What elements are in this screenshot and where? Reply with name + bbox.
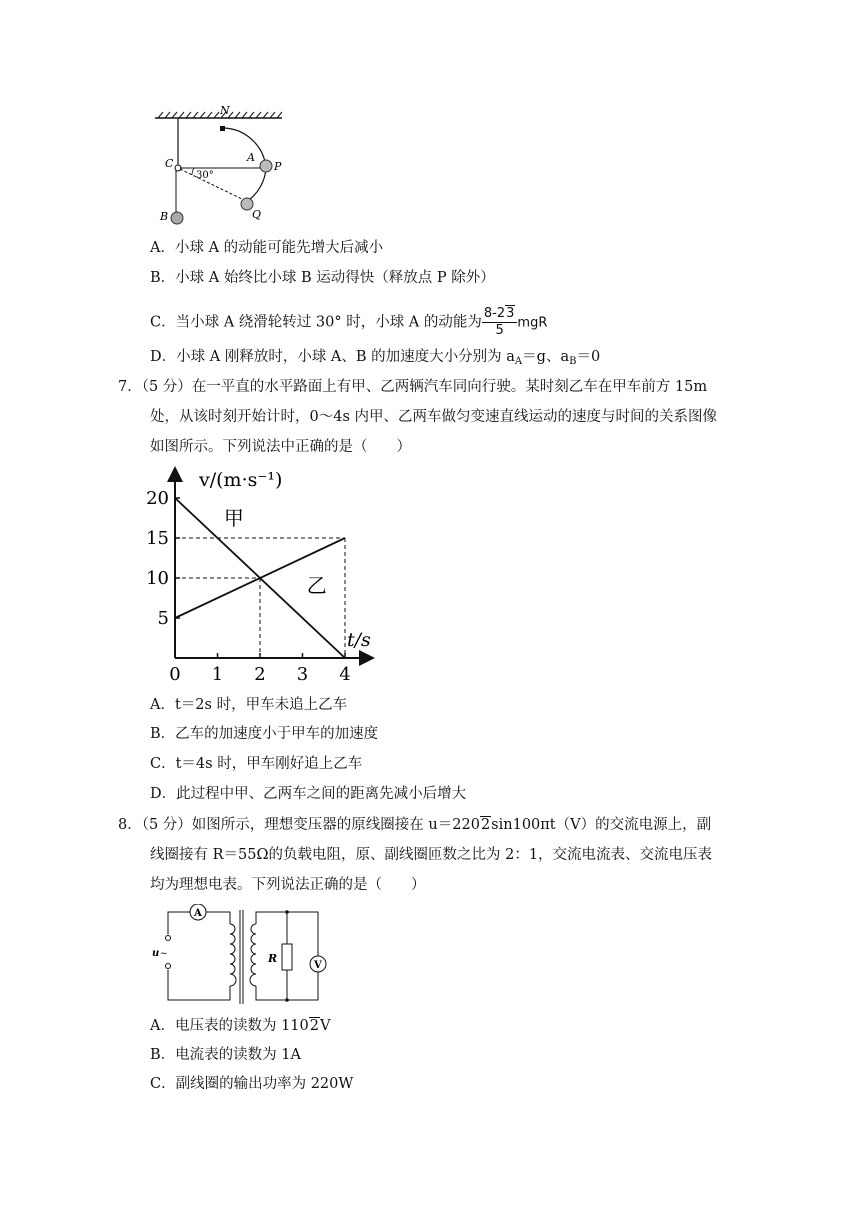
q6-option-d-text: D．小球 A 刚释放时，小球 A、B 的加速度大小分别为 a xyxy=(150,349,515,365)
q6-option-d-mid: ＝g、a xyxy=(522,349,570,365)
q8-option-c: C．副线圈的输出功率为 220W xyxy=(150,1076,354,1092)
frac-sqrt: 3 xyxy=(506,306,515,321)
ac-symbol: ~ xyxy=(160,949,168,959)
pulley-figure xyxy=(150,102,290,230)
frac-num: 8-2 xyxy=(483,306,506,321)
y-tick-label: 20 xyxy=(146,488,169,509)
q8-line-2: 线圈接有 R＝55Ω的负载电阻，原、副线圈匝数之比为 2：1，交流电流表、交流电压表 xyxy=(150,847,713,863)
y-tick-label: 5 xyxy=(157,608,169,629)
q7-line-1: 7．（5 分）在一平直的水平路面上有甲、乙两辆汽车同向行驶。某时刻乙车在甲车前方 15m xyxy=(118,379,708,395)
q8-line-1-a: 8．（5 分）如图所示，理想变压器的原线圈接在 u＝220 xyxy=(118,817,480,833)
series-label-yi: 乙 xyxy=(306,573,327,598)
q6-option-a: A．小球 A 的动能可能先增大后减小 xyxy=(150,240,384,256)
resistor-label: R xyxy=(268,952,278,965)
q8-option-b: B．电流表的读数为 1A xyxy=(150,1047,301,1063)
x-tick-label: 2 xyxy=(254,664,266,684)
sub-b: B xyxy=(569,356,577,367)
label-B: B xyxy=(160,210,169,223)
q7-line-2: 处，从该时刻开始计时，0～4s 内甲、乙两车做匀变速直线运动的速度与时间的关系图像 xyxy=(150,409,717,425)
label-Q: Q xyxy=(252,208,262,221)
voltmeter-label: V xyxy=(314,960,322,971)
q6-option-c-text: C．当小球 A 绕滑轮转过 30° 时，小球 A 的动能为 xyxy=(150,314,482,331)
q8-line-1 xyxy=(118,815,711,835)
frac-den: 5 xyxy=(495,323,504,338)
x-tick-label: 0 xyxy=(169,664,181,684)
label-N: N xyxy=(220,104,230,117)
q8-option-a-sqrt: 2 xyxy=(309,1018,319,1034)
q8-option-a-unit: V xyxy=(320,1018,331,1034)
q8-option-a xyxy=(150,1016,330,1036)
q7-option-a: A．t＝2s 时，甲车未追上乙车 xyxy=(150,697,348,713)
q7-option-c: C．t＝4s 时，甲车刚好追上乙车 xyxy=(150,756,363,772)
label-angle: 30° xyxy=(196,170,214,181)
transformer-circuit xyxy=(150,904,330,1006)
label-A: A xyxy=(247,151,255,164)
y-tick-label: 10 xyxy=(146,568,169,589)
label-P: P xyxy=(274,160,282,173)
q6-option-d-tail: ＝0 xyxy=(576,349,601,365)
x-tick-label: 1 xyxy=(211,664,224,684)
ammeter-label: A xyxy=(194,908,202,919)
q7-line-3: 如图所示。下列说法中正确的是（ ） xyxy=(150,439,411,455)
q6-option-c-tail: mgR xyxy=(517,315,548,331)
series-label-jia: 甲 xyxy=(223,506,244,531)
q8-line-1-b: sin100πt（V）的交流电源上，副 xyxy=(491,817,712,833)
q6-option-d xyxy=(150,347,600,372)
x-tick-label: 3 xyxy=(296,664,309,684)
label-C: C xyxy=(165,157,174,170)
q8-sqrt: 2 xyxy=(480,817,491,833)
q7-option-d: D．此过程中甲、乙两车之间的距离先减小后增大 xyxy=(150,786,467,802)
sub-a: A xyxy=(514,356,523,367)
q6-option-b: B．小球 A 始终比小球 B 运动得快（释放点 P 除外） xyxy=(150,270,495,286)
x-tick-label: 4 xyxy=(339,664,351,684)
source-label: u xyxy=(152,948,160,959)
q6-option-c-fraction xyxy=(482,306,518,339)
q8-line-3: 均为理想电表。下列说法正确的是（ ） xyxy=(150,877,426,893)
q8-option-a-text: A．电压表的读数为 110 xyxy=(150,1018,309,1034)
x-axis-label: t/s xyxy=(347,629,371,651)
y-axis-label: v/(m·s⁻¹) xyxy=(199,469,283,491)
velocity-time-chart xyxy=(145,462,385,684)
q7-option-b: B．乙车的加速度小于甲车的加速度 xyxy=(150,726,379,742)
q6-option-c xyxy=(150,306,547,339)
y-tick-label: 15 xyxy=(146,528,169,549)
